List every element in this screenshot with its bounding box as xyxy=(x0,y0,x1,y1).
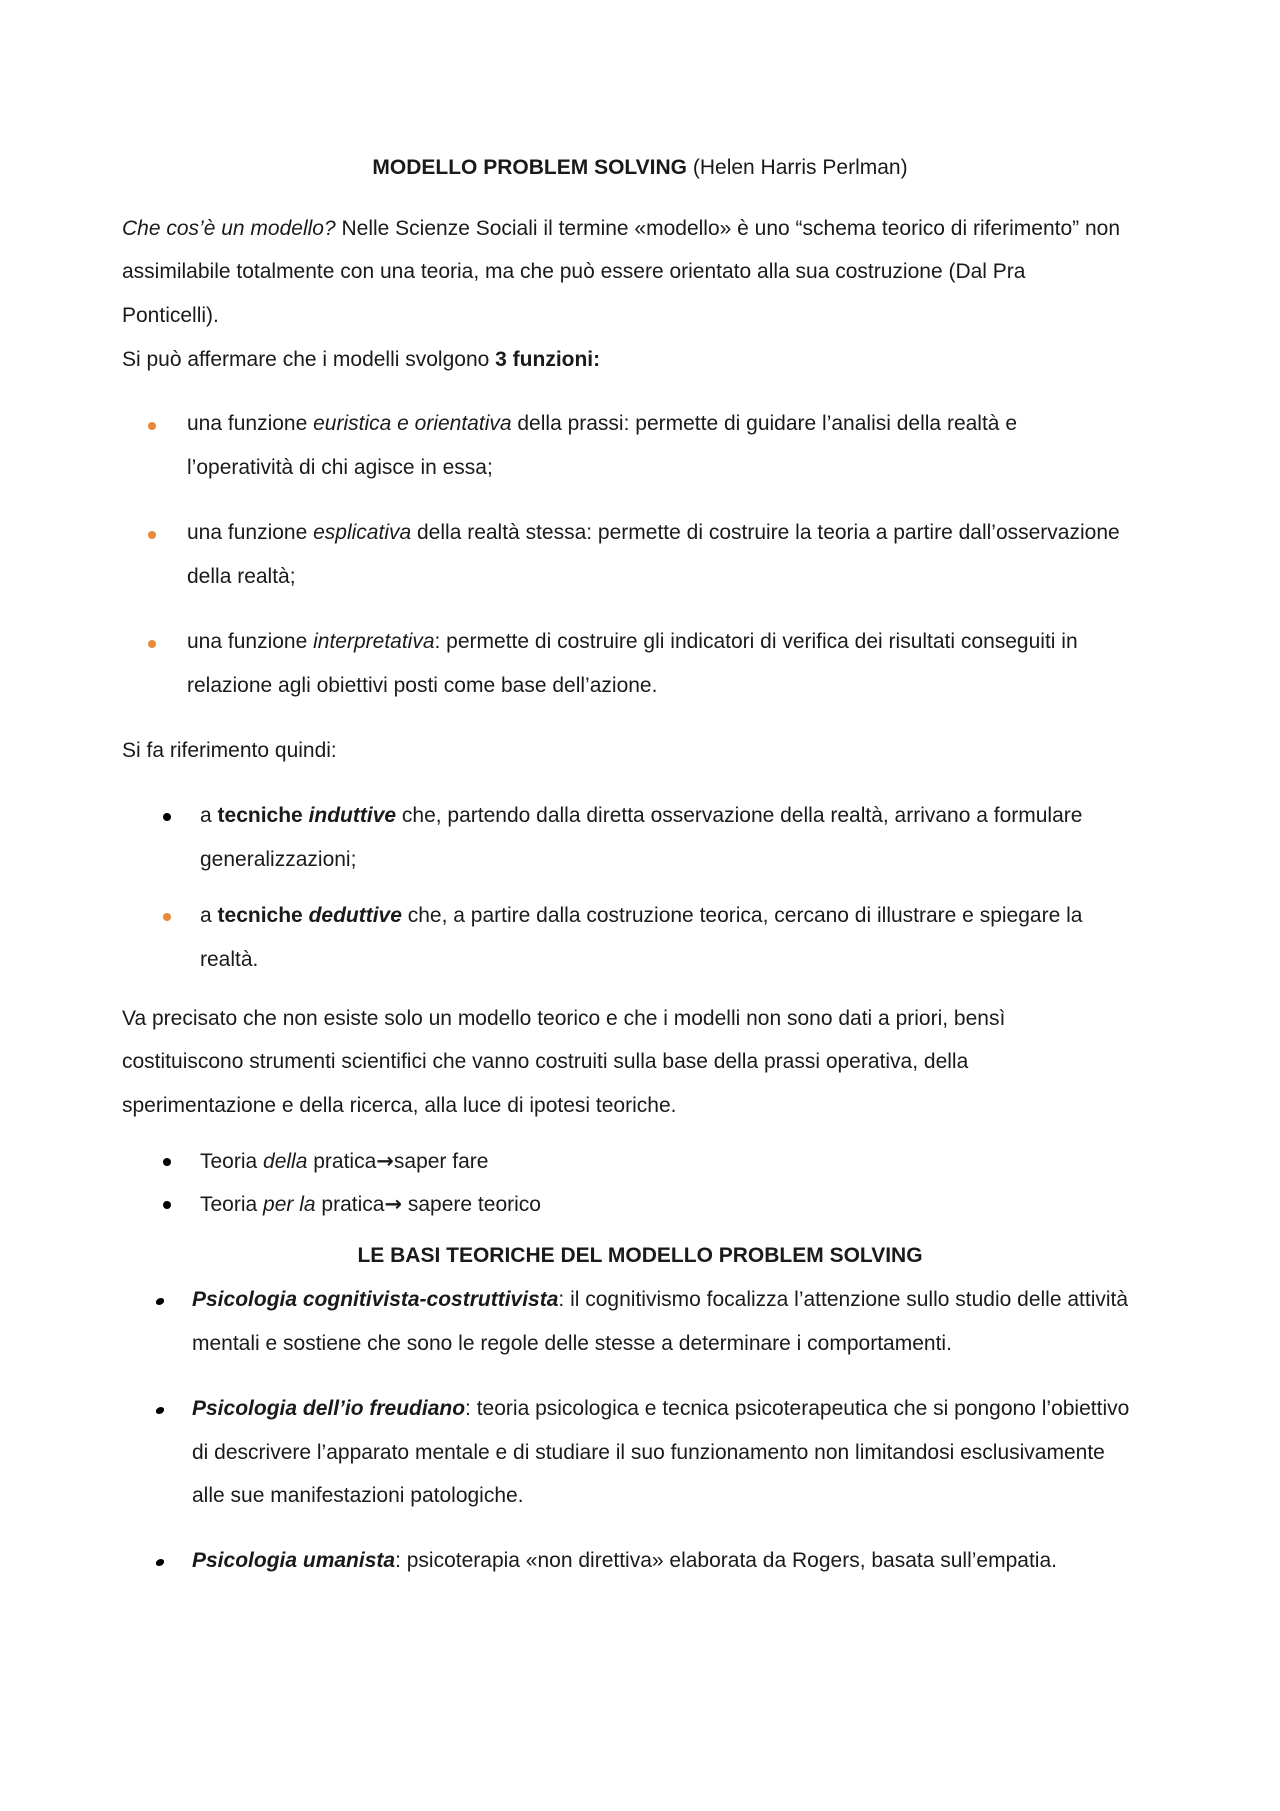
page-title xyxy=(0,155,1280,181)
bullet-icon xyxy=(163,1158,171,1166)
basis-item-2-cont2: alle sue manifestazioni patologiche. xyxy=(192,1484,524,1507)
intro-line-2: assimilabile totalmente con una teoria, ma che può essere orientato alla sua costruzione (Dal Pra xyxy=(122,260,1026,283)
function-item-2-cont: della realtà; xyxy=(187,565,296,588)
bullet-icon xyxy=(163,813,171,821)
technique-item-2: a tecniche deduttive che, a partire dalla costruzione teorica, cercano di illustrare e spiegare la xyxy=(200,904,1083,927)
basis-item-3: Psicologia umanista: psicoterapia «non direttiva» elaborata da Rogers, basata sull’empatia. xyxy=(192,1549,1057,1572)
theory-item-1: Teoria della pratica→saper fare xyxy=(200,1149,489,1173)
intro-line-3: Ponticelli). xyxy=(122,304,219,327)
reference-intro: Si fa riferimento quindi: xyxy=(122,739,337,762)
title-author: (Helen Harris Perlman) xyxy=(687,156,908,179)
function-item-1-cont: l’operatività di chi agisce in essa; xyxy=(187,456,493,479)
basis-item-2-cont: di descrivere l’apparato mentale e di studiare il suo funzionamento non limitandosi esclusivamente xyxy=(192,1441,1105,1464)
bullet-icon xyxy=(155,1559,165,1566)
bullet-icon xyxy=(163,1201,171,1209)
arrow-right-icon: → xyxy=(376,1149,394,1173)
models-note-line-1: Va precisato che non esiste solo un modello teorico e che i modelli non sono dati a priori, bensì xyxy=(122,1007,1006,1030)
function-item-2: una funzione esplicativa della realtà stessa: permette di costruire la teoria a partire dall’osservazione xyxy=(187,521,1120,544)
models-note-line-3: sperimentazione e della ricerca, alla luce di ipotesi teoriche. xyxy=(122,1094,677,1117)
models-note-line-2: costituiscono strumenti scientifici che vanno costruiti sulla base della prassi operativa, della xyxy=(122,1050,969,1073)
bullet-icon xyxy=(148,422,156,430)
basis-item-1: Psicologia cognitivista-costruttivista: il cognitivismo focalizza l’attenzione sullo studio delle attività xyxy=(192,1288,1129,1311)
intro-question: Che cos’è un modello? xyxy=(122,217,336,240)
basis-item-2: Psicologia dell’io freudiano: teoria psicologica e tecnica psicoterapeutica che si pongono l’obiettivo xyxy=(192,1397,1130,1420)
theory-item-2: Teoria per la pratica→ sapere teorico xyxy=(200,1192,541,1216)
functions-intro: Si può affermare che i modelli svolgono 3 funzioni: xyxy=(122,348,601,371)
function-item-1: una funzione euristica e orientativa della prassi: permette di guidare l’analisi della realtà e xyxy=(187,412,1017,435)
basis-item-1-cont: mentali e sostiene che sono le regole delle stesse a determinare i comportamenti. xyxy=(192,1332,952,1355)
technique-item-2-cont: realtà. xyxy=(200,948,259,971)
bullet-icon xyxy=(163,913,171,921)
function-item-3-cont: relazione agli obiettivi posti come base dell’azione. xyxy=(187,674,658,697)
bullet-icon xyxy=(148,640,156,648)
section-title: LE BASI TEORICHE DEL MODELLO PROBLEM SOLVING xyxy=(357,1244,923,1267)
function-item-3: una funzione interpretativa: permette di costruire gli indicatori di verifica dei risultati conseguiti in xyxy=(187,630,1078,653)
bullet-icon xyxy=(148,531,156,539)
title-main: MODELLO PROBLEM SOLVING xyxy=(372,156,688,179)
intro-line-1: Che cos’è un modello? Nelle Scienze Sociali il termine «modello» è uno “schema teorico di riferimento” non xyxy=(122,217,1121,240)
technique-item-1: a tecniche induttive che, partendo dalla diretta osservazione della realtà, arrivano a formulare xyxy=(200,804,1083,827)
bullet-icon xyxy=(155,1407,165,1414)
technique-item-1-cont: generalizzazioni; xyxy=(200,848,357,871)
bullet-icon xyxy=(155,1298,165,1305)
arrow-right-icon: → xyxy=(384,1192,403,1216)
